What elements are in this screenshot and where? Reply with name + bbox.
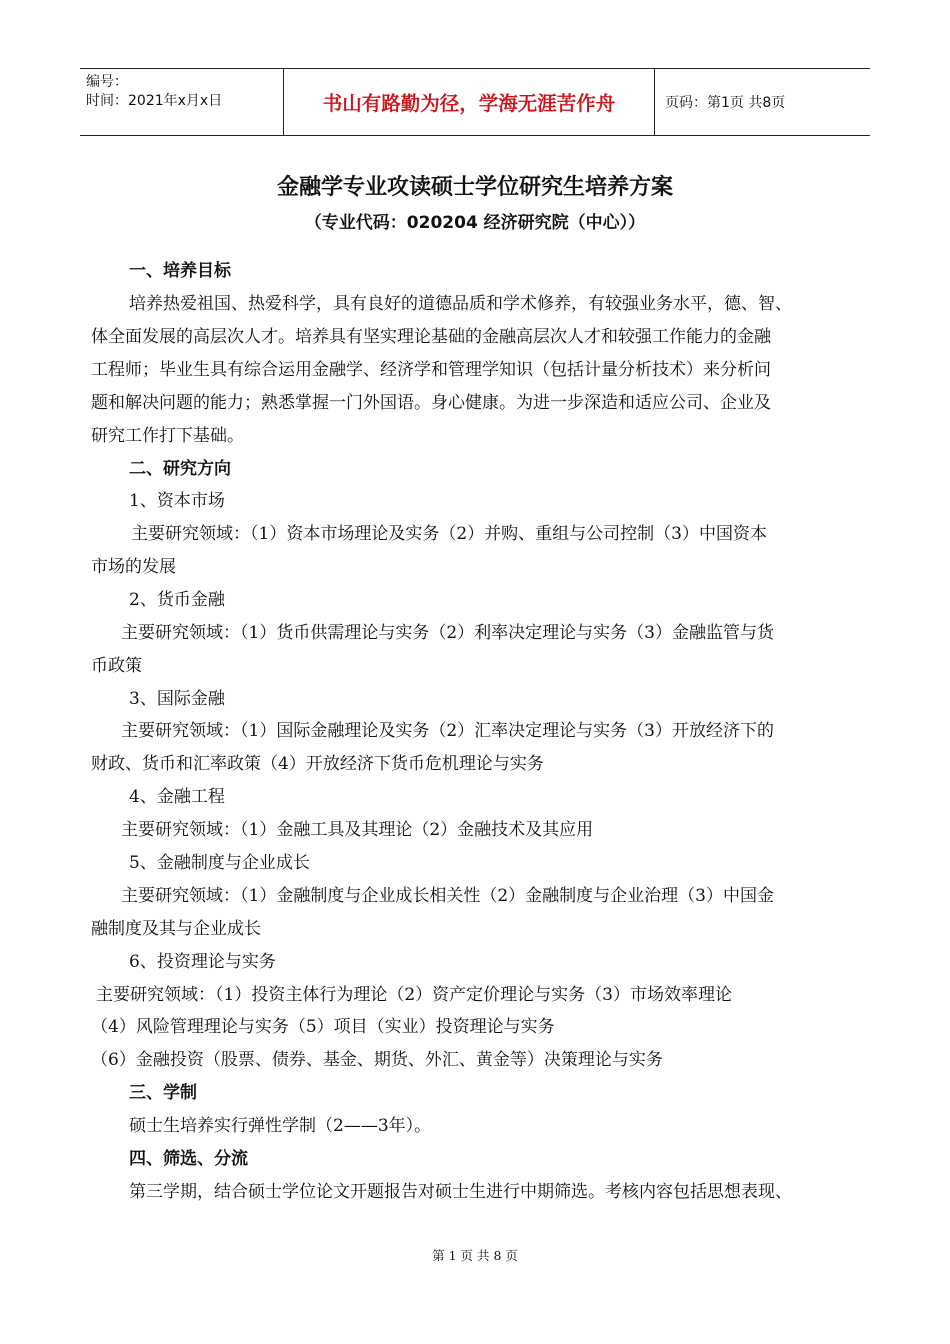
header-table bbox=[80, 68, 870, 136]
document-subtitle: （专业代码：020204 经济研究院（中心）） bbox=[304, 213, 646, 233]
paragraph-line: 主要研究领域：（1）投资主体行为理论（2）资产定价理论与实务（3）市场效率理论 bbox=[96, 985, 732, 1005]
paragraph-line: （4）风险管理理论与实务（5）项目（实业）投资理论与实务 bbox=[91, 1017, 555, 1037]
page-footer: 第 1 页 共 8 页 bbox=[432, 1248, 518, 1263]
direction-heading: 2、货币金融 bbox=[129, 590, 225, 610]
direction-heading: 6、投资理论与实务 bbox=[129, 952, 276, 972]
paragraph-line: 工程师；毕业生具有综合运用金融学、经济学和管理学知识（包括计量分析技术）来分析问 bbox=[91, 360, 771, 380]
paragraph-line: 融制度及其与企业成长 bbox=[91, 919, 261, 939]
paragraph-line: 主要研究领域：（1）金融制度与企业成长相关性（2）金融制度与企业治理（3）中国金 bbox=[121, 886, 774, 906]
paragraph-line: 研究工作打下基础。 bbox=[91, 426, 244, 446]
paragraph-line: 第三学期，结合硕士学位论文开题报告对硕士生进行中期筛选。考核内容包括思想表现、 bbox=[129, 1182, 792, 1202]
page-code: 页码：第1页 共8页 bbox=[665, 95, 786, 111]
document-title: 金融学专业攻读硕士学位研究生培养方案 bbox=[276, 175, 673, 200]
paragraph-line: 市场的发展 bbox=[91, 557, 176, 577]
paragraph-line: 硕士生培养实行弹性学制（2——3年）。 bbox=[129, 1116, 432, 1136]
paragraph-line: 主要研究领域：（1）资本市场理论及实务（2）并购、重组与公司控制（3）中国资本 bbox=[131, 524, 767, 544]
time-label: 时间：2021年x月x日 bbox=[86, 93, 223, 109]
section-heading: 一、培养目标 bbox=[129, 261, 231, 281]
paragraph-line: 币政策 bbox=[91, 656, 142, 676]
paragraph-line: 主要研究领域：（1）国际金融理论及实务（2）汇率决定理论与实务（3）开放经济下的 bbox=[121, 721, 774, 741]
paragraph-line: 财政、货币和汇率政策（4）开放经济下货币危机理论与实务 bbox=[91, 754, 544, 774]
direction-heading: 4、金融工程 bbox=[129, 787, 225, 807]
paragraph-line: 主要研究领域：（1）金融工具及其理论（2）金融技术及其应用 bbox=[121, 820, 594, 840]
direction-heading: 5、金融制度与企业成长 bbox=[129, 853, 310, 873]
direction-heading: 3、国际金融 bbox=[129, 689, 225, 709]
motto: 书山有路勤为径，学海无涯苦作舟 bbox=[283, 69, 655, 135]
paragraph-line: 培养热爱祖国、热爱科学，具有良好的道德品质和学术修养，有较强业务水平，德、智、 bbox=[129, 294, 792, 314]
section-heading: 二、研究方向 bbox=[129, 459, 231, 479]
paragraph-line: （6）金融投资（股票、债券、基金、期货、外汇、黄金等）决策理论与实务 bbox=[91, 1050, 663, 1070]
header-info bbox=[80, 69, 283, 135]
paragraph-line: 主要研究领域：（1）货币供需理论与实务（2）利率决定理论与实务（3）金融监管与货 bbox=[121, 623, 774, 643]
paragraph-line: 题和解决问题的能力；熟悉掌握一门外国语。身心健康。为进一步深造和适应公司、企业及 bbox=[91, 393, 771, 413]
section-heading: 三、学制 bbox=[129, 1083, 197, 1103]
direction-heading: 1、资本市场 bbox=[129, 491, 225, 511]
number-label: 编号： bbox=[86, 74, 128, 90]
paragraph-line: 体全面发展的高层次人才。培养具有坚实理论基础的金融高层次人才和较强工作能力的金融 bbox=[91, 327, 771, 347]
section-heading: 四、筛选、分流 bbox=[129, 1149, 248, 1169]
